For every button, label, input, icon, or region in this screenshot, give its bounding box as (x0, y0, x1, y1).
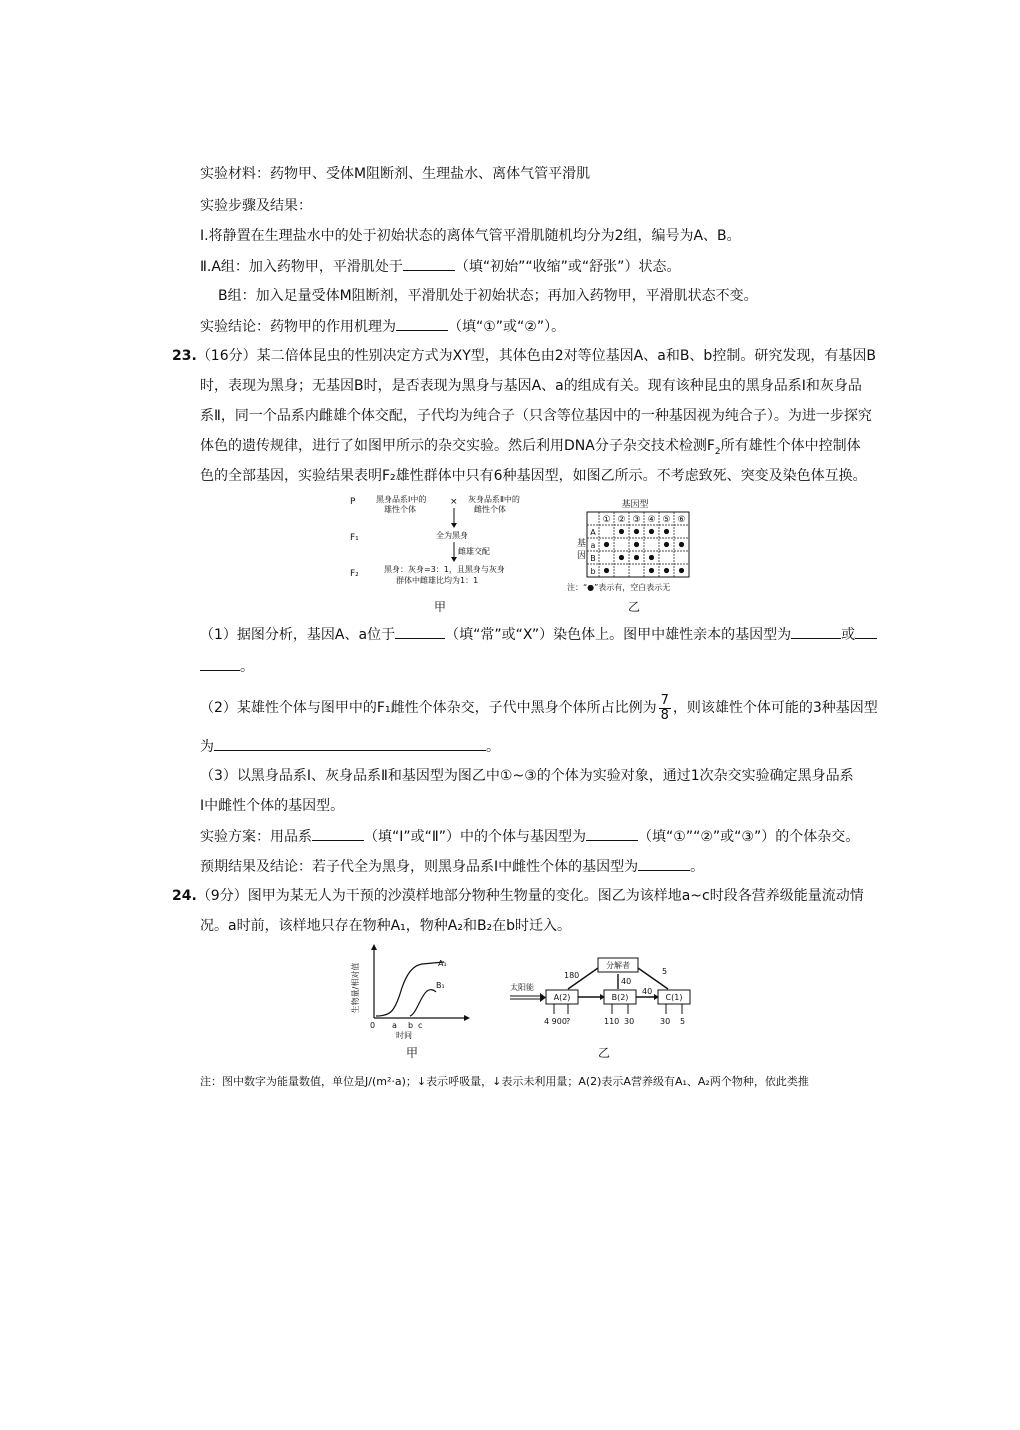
a-respiration: 4 900 (544, 1017, 567, 1026)
q24-line-2: 况。a时前，该样地只存在物种A₁，物种A₂和B₂在b时迁入。 (200, 918, 572, 934)
answer-blank[interactable] (403, 256, 455, 271)
q23-part-1-cont (200, 656, 254, 677)
b-unused: 30 (624, 1017, 635, 1026)
q23-part-1 (200, 624, 877, 645)
steps-title: 实验步骤及结果： (200, 198, 312, 214)
parent2-line2: 雌性个体 (474, 505, 506, 514)
part-1-text-b: （填“常”或“X”）染色体上。图甲中雄性亲本的基因型为 (445, 627, 792, 643)
presence-dot (664, 542, 669, 547)
answer-blank[interactable] (638, 856, 690, 871)
step-2-text-a: Ⅱ.A组：加入药物甲，平滑肌处于 (200, 259, 403, 275)
genotype-column-label: ③ (632, 515, 641, 525)
arrow-head (451, 523, 457, 528)
sun-arrow-head (540, 993, 546, 1002)
q23-stem-4a: 体色的遗传规律，进行了如图甲所示的杂交实验。然后利用DNA分子杂交技术检测F (200, 438, 715, 454)
step-2 (200, 256, 680, 277)
tick-c: c (418, 1021, 423, 1030)
grid-side-label-2: 因 (577, 551, 587, 561)
genotype-column-label: ② (617, 515, 626, 525)
fraction-numerator: 7 (660, 692, 669, 708)
figure-caption: 甲 (433, 600, 446, 614)
q23-part-2 (200, 693, 878, 723)
presence-dot (604, 568, 609, 573)
genotype-column-label: ⑥ (677, 515, 686, 525)
genotype-column-label: ④ (647, 515, 656, 525)
answer-blank[interactable] (396, 316, 448, 331)
gene-row-label: A (590, 528, 596, 537)
value-b-decomposer: 40 (621, 977, 632, 986)
q23-stem-1: （16分）某二倍体昆虫的性别决定方式为XY型，其体色由2对等位基因A、a和B、b控制。研究发现，有基因B (196, 348, 876, 364)
conclusion-text-a: 实验结论：药物甲的作用机理为 (200, 319, 396, 335)
presence-dot (649, 568, 654, 573)
conclusion-text-b: （填“①”或“②”）。 (448, 319, 566, 335)
y-axis-label: 生物量/相对值 (351, 962, 360, 1014)
q24-line-1 (172, 886, 864, 906)
scheme-text-b: （填“Ⅰ”或“Ⅱ”）中的个体与基因型为 (364, 829, 587, 845)
level-c-label: C(1) (665, 993, 683, 1002)
part-2-text-b: ，则该雄性个体可能的3种基因型 (672, 700, 878, 716)
curve-b1-label: B₁ (436, 981, 445, 990)
figure-caption: 甲 (405, 1046, 418, 1060)
figure-caption: 乙 (597, 1046, 610, 1060)
answer-blank[interactable] (214, 736, 486, 751)
q23-part-2-cont (200, 736, 500, 757)
genotype-grid (565, 498, 705, 594)
fraction (659, 694, 671, 723)
gene-row-label: a (590, 541, 596, 550)
c-unused: 5 (680, 1017, 686, 1026)
question-number: 23. (172, 348, 197, 364)
scheme-text-a: 实验方案：用品系 (200, 829, 312, 845)
x-axis-arrow (464, 1015, 470, 1021)
answer-blank[interactable] (395, 624, 445, 639)
level-b-label: B(2) (611, 993, 629, 1002)
answer-blank[interactable] (200, 656, 240, 671)
step-2-text-b: （填“初始”“收缩”或“舒张”）状态。 (454, 259, 681, 275)
x-axis-label: 时间 (396, 1031, 412, 1040)
cross-diagram (340, 490, 540, 590)
part-1-end: 。 (240, 659, 254, 675)
presence-dot (634, 555, 639, 560)
gen-p-label: P (350, 497, 356, 507)
q24-stem-1: （9分）图甲为某无人为干预的沙漠样地部分物种生物量的变化。图乙为该样地a~c时段各营养级能量流动情 (196, 888, 864, 904)
curve-a1 (376, 962, 444, 1016)
answer-blank[interactable] (855, 624, 877, 639)
predict-text-b: 。 (690, 859, 705, 875)
q24-figure-note: 注：图中数字为能量数值，单位是J/(m²·a)；↓表示呼吸量，↓表示未利用量；A(2)表示A营养级有A₁、A₂两个物种，依此类推 (200, 1075, 809, 1088)
parent1-line2: 雄性个体 (384, 505, 416, 514)
fraction-denominator: 8 (660, 707, 669, 723)
presence-dot (664, 568, 669, 573)
curve-a1-label: A₁ (438, 959, 447, 968)
biomass-chart (350, 942, 480, 1042)
genotype-column-label: ⑤ (662, 515, 671, 525)
presence-dot (634, 542, 639, 547)
grid-side-label-1: 基 (577, 539, 587, 549)
parent1-line1: 黑身品系Ⅰ中的 (376, 495, 427, 504)
parent2-line1: 灰身品系Ⅱ中的 (468, 495, 520, 504)
presence-dot (634, 529, 639, 534)
presence-dot (679, 542, 684, 547)
q23-line-5: 色的全部基因，实验结果表明F₂雄性群体中只有6种基因型，如图乙所示。不考虑致死、突变及染色体互换。 (200, 468, 867, 484)
q23-part-3-line-1: （3）以黑身品系Ⅰ、灰身品系Ⅱ和基因型为图乙中①~③的个体为实验对象，通过1次杂交实验确定黑身品系 (200, 768, 854, 784)
genotype-column-label: ① (602, 515, 611, 525)
presence-dot (649, 555, 654, 560)
curve-b1 (410, 990, 436, 1016)
subscript: 2 (714, 446, 721, 457)
grid-note: 注：“●”表示有，空白表示无 (567, 583, 671, 592)
figure-caption: 乙 (627, 600, 640, 614)
question-number: 24. (172, 888, 197, 904)
q23-scheme (200, 826, 859, 847)
value-b-to-c: 40 (642, 987, 653, 996)
f2-result-line2: 群体中雌雄比均为1：1 (396, 576, 479, 585)
presence-dot (649, 529, 654, 534)
b-respiration: 110 (604, 1017, 620, 1026)
presence-dot (604, 542, 609, 547)
q23-stem-4b: 所有雄性个体中控制体 (720, 438, 861, 454)
tick-a: a (392, 1021, 397, 1030)
part-2-text-a: （2）某雄性个体与图甲中的F₁雌性个体杂交，子代中黑身个体所占比例为 (200, 700, 657, 716)
f1-phenotype: 全为黑身 (436, 531, 468, 540)
scheme-text-c: （填“①”“②”或“③”）的个体杂交。 (638, 829, 860, 845)
presence-dot (664, 529, 669, 534)
y-axis-arrow (371, 944, 377, 950)
gen-f2-label: F₂ (350, 569, 359, 579)
cross-symbol: × (450, 497, 458, 507)
q23-predict (200, 856, 704, 877)
gene-row-label: B (590, 554, 596, 563)
presence-dot (619, 529, 624, 534)
q23-part-3-line-2: Ⅰ中雌性个体的基因型。 (200, 798, 345, 814)
grid-header: 基因型 (621, 500, 649, 510)
value-a-decomposer: 180 (564, 971, 580, 980)
part-2-end: 。 (486, 739, 500, 755)
part-2-text-c: 为 (200, 739, 214, 755)
decomposer-label: 分解者 (606, 961, 630, 970)
predict-text-a: 预期结果及结论：若子代全为黑身，则黑身品系Ⅰ中雌性个体的基因型为 (200, 859, 639, 875)
q23-line-3: 系Ⅱ，同一个品系内雌雄个体交配，子代均为纯合子（只含等位基因中的一种基因视为纯合子）。为进一步探究 (200, 408, 872, 424)
conclusion (200, 316, 565, 337)
tick-b: b (408, 1021, 414, 1030)
sun-label: 太阳能 (510, 983, 534, 992)
answer-blank[interactable] (586, 826, 638, 841)
origin-label: 0 (370, 1021, 376, 1030)
grid-body (587, 512, 689, 577)
value-c-decomposer: 5 (662, 967, 668, 976)
step-3: B组：加入足量受体M阻断剂，平滑肌处于初始状态；再加入药物甲，平滑肌状态不变。 (218, 288, 758, 304)
level-a-label: A(2) (553, 993, 571, 1002)
materials-line: 实验材料：药物甲、受体M阻断剂、生理盐水、离体气管平滑肌 (200, 166, 591, 182)
q23-line-2: 时，表现为黑身；无基因B时，是否表现为黑身与基因A、a的组成有关。现有该种昆虫的黑身品系Ⅰ和灰身品 (200, 378, 862, 394)
presence-dot (619, 555, 624, 560)
presence-dot (679, 568, 684, 573)
gene-row-label: b (590, 567, 596, 576)
part-1-text-a: （1）据图分析，基因A、a位于 (200, 627, 396, 643)
a-unused: ? (566, 1017, 571, 1026)
c-respiration: 30 (660, 1017, 671, 1026)
f1-cross-label: 雌雄交配 (458, 547, 490, 556)
energy-flow-diagram (508, 956, 708, 1032)
part-1-text-c: 或 (841, 627, 856, 643)
step-1: Ⅰ.将静置在生理盐水中的处于初始状态的离体气管平滑肌随机均分为2组，编号为A、B。 (200, 228, 741, 244)
arrow-head (451, 557, 457, 562)
q23-line-1 (172, 346, 876, 366)
gen-f1-label: F₁ (350, 533, 359, 543)
f2-result-line1: 黑身：灰身=3：1，且黑身与灰身 (384, 565, 505, 574)
q23-line-4 (200, 436, 861, 462)
answer-blank[interactable] (791, 624, 841, 639)
answer-blank[interactable] (312, 826, 364, 841)
